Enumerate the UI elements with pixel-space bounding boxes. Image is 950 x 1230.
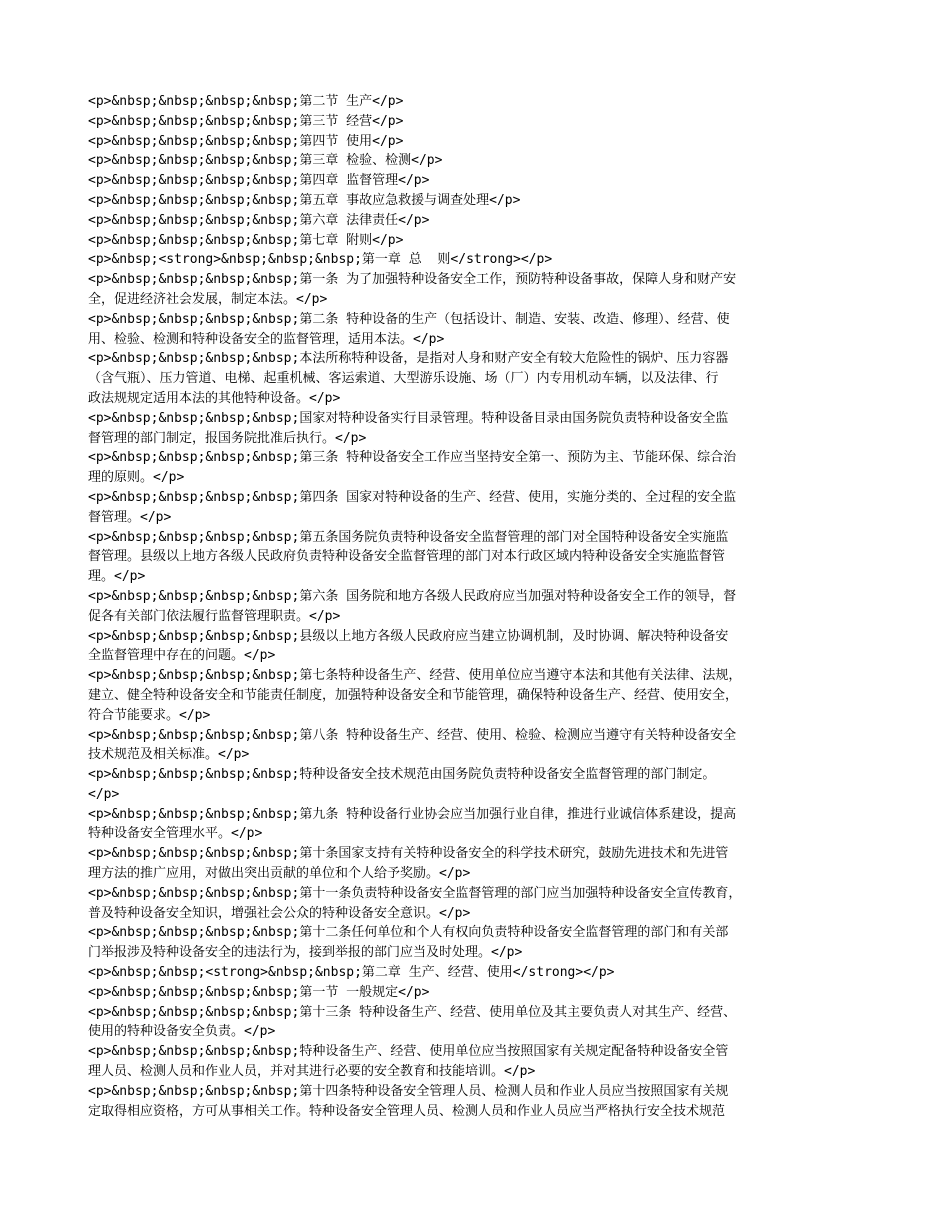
text-line: <p>&nbsp;&nbsp;&nbsp;&nbsp;第一条 为了加强特种设备安全工作，预防特种设备事故，保障人身和财产安	[88, 272, 737, 288]
text-line: 使用的特种设备安全负责。</p>	[88, 1024, 276, 1040]
text-line: </p>	[88, 786, 120, 802]
text-line: <p>&nbsp;&nbsp;&nbsp;&nbsp;第十四条特种设备安全管理人员、检测人员和作业人员应当按照国家有关规	[88, 1083, 729, 1099]
text-line: 门举报涉及特种设备安全的违法行为，接到举报的部门应当及时处理。</p>	[88, 945, 523, 961]
text-line: <p>&nbsp;&nbsp;&nbsp;&nbsp;本法所称特种设备，是指对人身和财产安全有较大危险性的锅炉、压力容器	[88, 351, 729, 367]
text-line: 特种设备安全管理水平。</p>	[88, 826, 263, 842]
text-line: <p>&nbsp;&nbsp;&nbsp;&nbsp;国家对特种设备实行目录管理。特种设备目录由国务院负责特种设备安全监	[88, 410, 729, 426]
text-line: <p>&nbsp;&nbsp;&nbsp;&nbsp;第五章 事故应急救援与调查处理</p>	[88, 192, 521, 208]
text-line: <p>&nbsp;&nbsp;&nbsp;&nbsp;第十一条负责特种设备安全监督管理的部门应当加强特种设备安全宣传教育，	[88, 885, 742, 901]
text-line: 普及特种设备安全知识，增强社会公众的特种设备安全意识。</p>	[88, 905, 471, 921]
text-line: 建立、健全特种设备安全和节能责任制度，加强特种设备安全和节能管理，确保特种设备生产、经营、使用安全，	[88, 687, 739, 703]
text-line: <p>&nbsp;&nbsp;&nbsp;&nbsp;第四条 国家对特种设备的生产、经营、使用，实施分类的、全过程的安全监	[88, 489, 737, 505]
text-line: <p>&nbsp;&nbsp;&nbsp;&nbsp;第三节 经营</p>	[88, 113, 404, 129]
text-line: <p>&nbsp;&nbsp;<strong>&nbsp;&nbsp;第二章 生产、经营、使用</strong></p>	[88, 965, 615, 981]
text-line: 用、检验、检测和特种设备安全的监督管理，适用本法。</p>	[88, 331, 445, 347]
text-line: <p>&nbsp;<strong>&nbsp;&nbsp;&nbsp;第一章 总 则</strong></p>	[88, 252, 553, 268]
text-line: 督管理。县级以上地方各级人民政府负责特种设备安全监督管理的部门对本行政区域内特种设备安全实施监督管	[88, 549, 726, 565]
text-line: 理的原则。</p>	[88, 470, 185, 486]
text-line: <p>&nbsp;&nbsp;&nbsp;&nbsp;第十三条 特种设备生产、经营、使用单位及其主要负责人对其生产、经营、	[88, 1004, 737, 1020]
text-line: <p>&nbsp;&nbsp;&nbsp;&nbsp;第七章 附则</p>	[88, 232, 404, 248]
text-line: 技术规范及相关标准。</p>	[88, 747, 250, 763]
text-line: <p>&nbsp;&nbsp;&nbsp;&nbsp;第六章 法律责任</p>	[88, 212, 430, 228]
text-line: 全监督管理中存在的问题。</p>	[88, 648, 276, 664]
text-line: <p>&nbsp;&nbsp;&nbsp;&nbsp;第四节 使用</p>	[88, 133, 404, 149]
text-line: <p>&nbsp;&nbsp;&nbsp;&nbsp;第三章 检验、检测</p>	[88, 153, 443, 169]
text-line: 理。</p>	[88, 569, 146, 585]
text-line: 促各有关部门依法履行监督管理职责。</p>	[88, 608, 341, 624]
text-line: <p>&nbsp;&nbsp;&nbsp;&nbsp;第四章 监督管理</p>	[88, 173, 430, 189]
text-line: <p>&nbsp;&nbsp;&nbsp;&nbsp;第七条特种设备生产、经营、使用单位应当遵守本法和其他有关法律、法规，	[88, 668, 742, 684]
text-line: 督管理。</p>	[88, 509, 172, 525]
text-line: 符合节能要求。</p>	[88, 707, 211, 723]
text-line: <p>&nbsp;&nbsp;&nbsp;&nbsp;第十条国家支持有关特种设备安全的科学技术研究，鼓励先进技术和先进管	[88, 846, 729, 862]
text-line: <p>&nbsp;&nbsp;&nbsp;&nbsp;特种设备安全技术规范由国务院负责特种设备安全监督管理的部门制定。	[88, 767, 716, 783]
text-line: <p>&nbsp;&nbsp;&nbsp;&nbsp;第三条 特种设备安全工作应当坚持安全第一、预防为主、节能环保、综合治	[88, 450, 737, 466]
text-line: <p>&nbsp;&nbsp;&nbsp;&nbsp;第十二条任何单位和个人有权向负责特种设备安全监督管理的部门和有关部	[88, 925, 729, 941]
text-line: （含气瓶）、压力管道、电梯、起重机械、客运索道、大型游乐设施、场（厂）内专用机动车辆，以及法律、行	[88, 371, 719, 387]
text-line: 理方法的推广应用，对做出突出贡献的单位和个人给予奖励。</p>	[88, 866, 471, 882]
text-line: <p>&nbsp;&nbsp;&nbsp;&nbsp;第六条 国务院和地方各级人民政府应当加强对特种设备安全工作的领导，督	[88, 588, 737, 604]
document-body	[88, 92, 864, 1121]
text-line: <p>&nbsp;&nbsp;&nbsp;&nbsp;第二节 生产</p>	[88, 94, 404, 109]
text-line: <p>&nbsp;&nbsp;&nbsp;&nbsp;第一节 一般规定</p>	[88, 984, 430, 1000]
text-line: 全，促进经济社会发展，制定本法。</p>	[88, 291, 328, 307]
text-line: <p>&nbsp;&nbsp;&nbsp;&nbsp;第九条 特种设备行业协会应当加强行业自律，推进行业诚信体系建设，提高	[88, 806, 737, 822]
text-line: <p>&nbsp;&nbsp;&nbsp;&nbsp;县级以上地方各级人民政府应当建立协调机制，及时协调、解决特种设备安	[88, 628, 729, 644]
text-line: <p>&nbsp;&nbsp;&nbsp;&nbsp;特种设备生产、经营、使用单位应当按照国家有关规定配备特种设备安全管	[88, 1044, 729, 1060]
text-line: <p>&nbsp;&nbsp;&nbsp;&nbsp;第五条国务院负责特种设备安全监督管理的部门对全国特种设备安全实施监	[88, 529, 729, 545]
text-line: 政法规规定适用本法的其他特种设备。</p>	[88, 390, 341, 406]
text-line: 理人员、检测人员和作业人员，并对其进行必要的安全教育和技能培训。</p>	[88, 1064, 536, 1080]
text-line: <p>&nbsp;&nbsp;&nbsp;&nbsp;第二条 特种设备的生产（包括设计、制造、安装、改造、修理）、经营、使	[88, 311, 730, 327]
text-line: 定取得相应资格，方可从事相关工作。特种设备安全管理人员、检测人员和作业人员应当严格执行安全技术规范	[88, 1103, 726, 1119]
text-line: <p>&nbsp;&nbsp;&nbsp;&nbsp;第八条 特种设备生产、经营、使用、检验、检测应当遵守有关特种设备安全	[88, 727, 737, 743]
text-line: 督管理的部门制定，报国务院批准后执行。</p>	[88, 430, 367, 446]
